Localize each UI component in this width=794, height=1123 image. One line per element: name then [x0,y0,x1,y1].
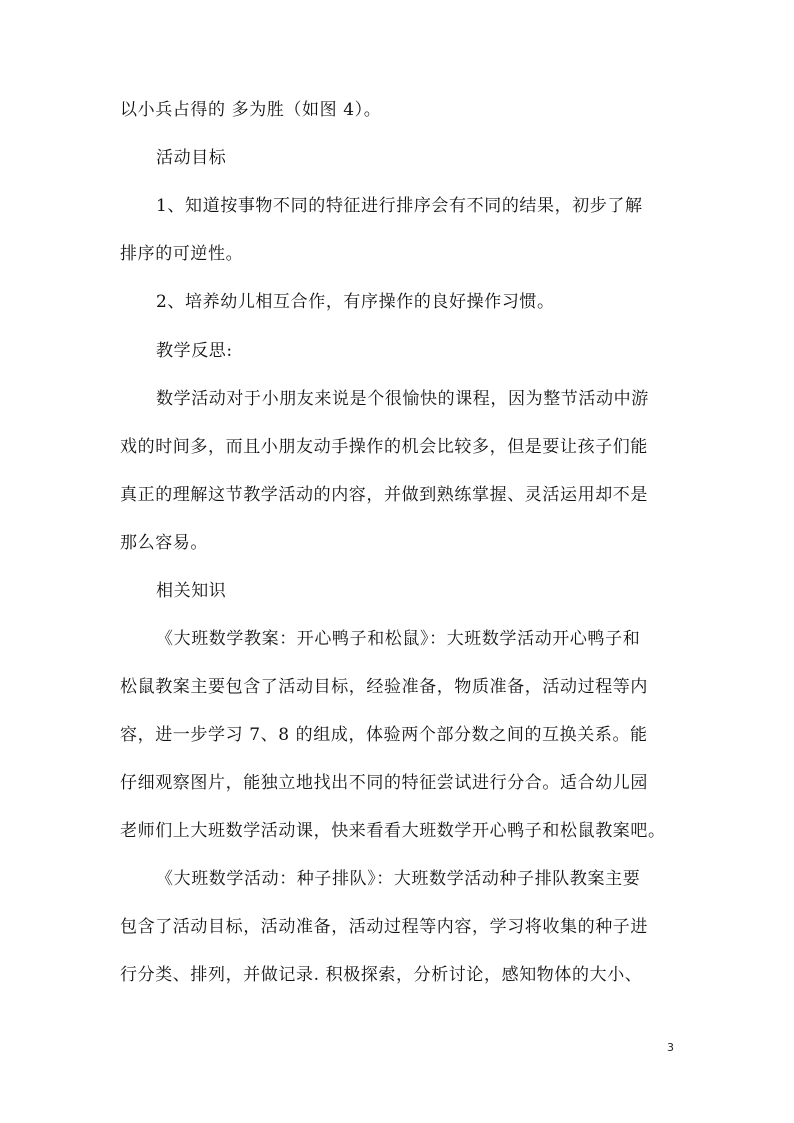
section-heading: 教学反思: [156,341,233,361]
section-heading: 活动目标 [156,148,227,168]
section-heading: 相关知识 [156,581,227,601]
text-line: 老师们上大班数学活动课，快来看看大班数学开心鸭子和松鼠教案吧。 [120,821,666,841]
text-line: 《大班数学活动：种子排队》：大班数学活动种子排队教案主要 [156,869,641,889]
text-line: 包含了活动目标，活动准备，活动过程等内容，学习将收集的种子进 [120,917,648,937]
text-line: 行分类、排列，并做记录. 积极探索，分析讨论，感知物体的大小、 [120,965,643,985]
text-line: 真正的理解这节教学活动的内容，并做到熟练掌握、灵活运用却不是 [120,485,648,505]
text-line: 1、知道按事物不同的特征进行排序会有不同的结果，初步了解 [156,196,643,216]
text-line: 戏的时间多，而且小朋友动手操作的机会比较多，但是要让孩子们能 [120,437,648,457]
text-line: 《大班数学教案：开心鸭子和松鼠》：大班数学活动开心鸭子和 [156,629,641,649]
text-line: 以小兵占得的 多为胜（如图 4）。 [120,100,382,120]
text-line: 那么容易。 [120,533,208,553]
text-line: 容，进一步学习 7、8 的组成，体验两个部分数之间的互换关系。能 [120,725,648,745]
text-line: 数学活动对于小朋友来说是个很愉快的课程，因为整节活动中游 [156,389,649,409]
page-number: 3 [667,1041,674,1054]
text-line: 仔细观察图片，能独立地找出不同的特征尝试进行分合。适合幼儿园 [120,773,648,793]
text-line: 排序的可逆性。 [120,244,244,264]
text-line: 2、培养幼儿相互合作，有序操作的良好操作习惯。 [156,292,555,312]
text-line: 松鼠教案主要包含了活动目标，经验准备，物质准备，活动过程等内 [120,677,648,697]
